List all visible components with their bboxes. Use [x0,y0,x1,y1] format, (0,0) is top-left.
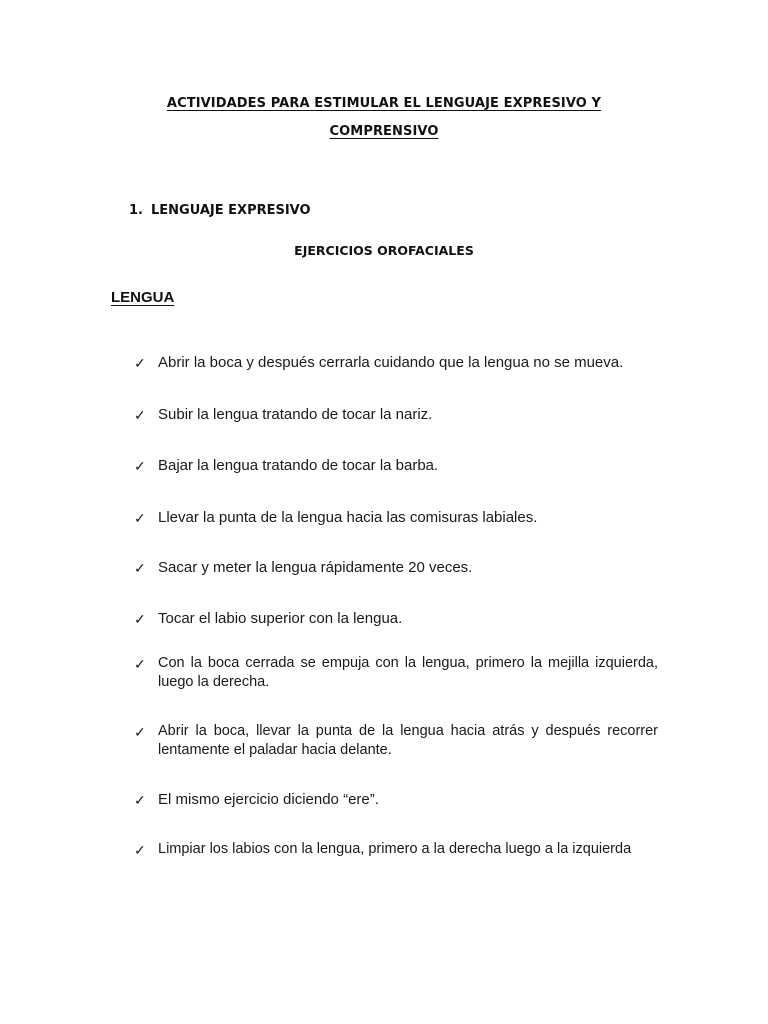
section-heading [129,203,311,218]
list-item [134,353,658,373]
list-item [134,609,658,629]
checkmark-icon: ✓ [134,724,146,740]
topic-heading: LENGUA [111,289,175,306]
checkmark-icon: ✓ [134,458,146,474]
list-item [134,654,658,692]
list-item [134,456,658,476]
checkmark-icon: ✓ [134,792,146,808]
list-item-text: Tocar el labio superior con la lengua. [158,610,403,627]
list-item [134,405,658,425]
list-item-text: El mismo ejercicio diciendo “ere”. [158,791,379,808]
list-item-text: Llevar la punta de la lengua hacia las comisuras labiales. [158,509,538,526]
list-item [134,790,658,810]
list-item-text: Sacar y meter la lengua rápidamente 20 veces. [158,559,473,576]
checkmark-icon: ✓ [134,611,146,627]
list-item [134,558,658,578]
checkmark-icon: ✓ [134,842,146,858]
list-item-text: Abrir la boca, llevar la punta de la lengua hacia atrás y después recorrer lentamente el paladar hacia delante. [158,723,658,758]
checkmark-icon: ✓ [134,560,146,576]
checkmark-icon: ✓ [134,407,146,423]
section-title: LENGUAJE EXPRESIVO [150,203,311,218]
list-item [134,508,658,528]
checkmark-icon: ✓ [134,510,146,526]
list-item-text: Subir la lengua tratando de tocar la nariz. [158,406,433,423]
document-title-line-1: ACTIVIDADES PARA ESTIMULAR EL LENGUAJE EXPRESIVO Y [166,96,602,111]
list-item-text: Limpiar los labios con la lengua, primero a la derecha luego a la izquierda [158,841,632,857]
section-number: 1. [129,203,143,218]
list-item [134,722,658,760]
checkmark-icon: ✓ [134,656,146,672]
document-title-line-2: COMPRENSIVO [329,124,439,139]
list-item [134,840,658,859]
checkmark-icon: ✓ [134,355,146,371]
exercises-subheading: EJERCICIOS OROFACIALES [294,243,474,258]
list-item-text: Con la boca cerrada se empuja con la lengua, primero la mejilla izquierda, luego la derecha. [158,655,658,690]
list-item-text: Bajar la lengua tratando de tocar la barba. [158,457,439,474]
list-item-text: Abrir la boca y después cerrarla cuidando que la lengua no se mueva. [158,354,624,371]
